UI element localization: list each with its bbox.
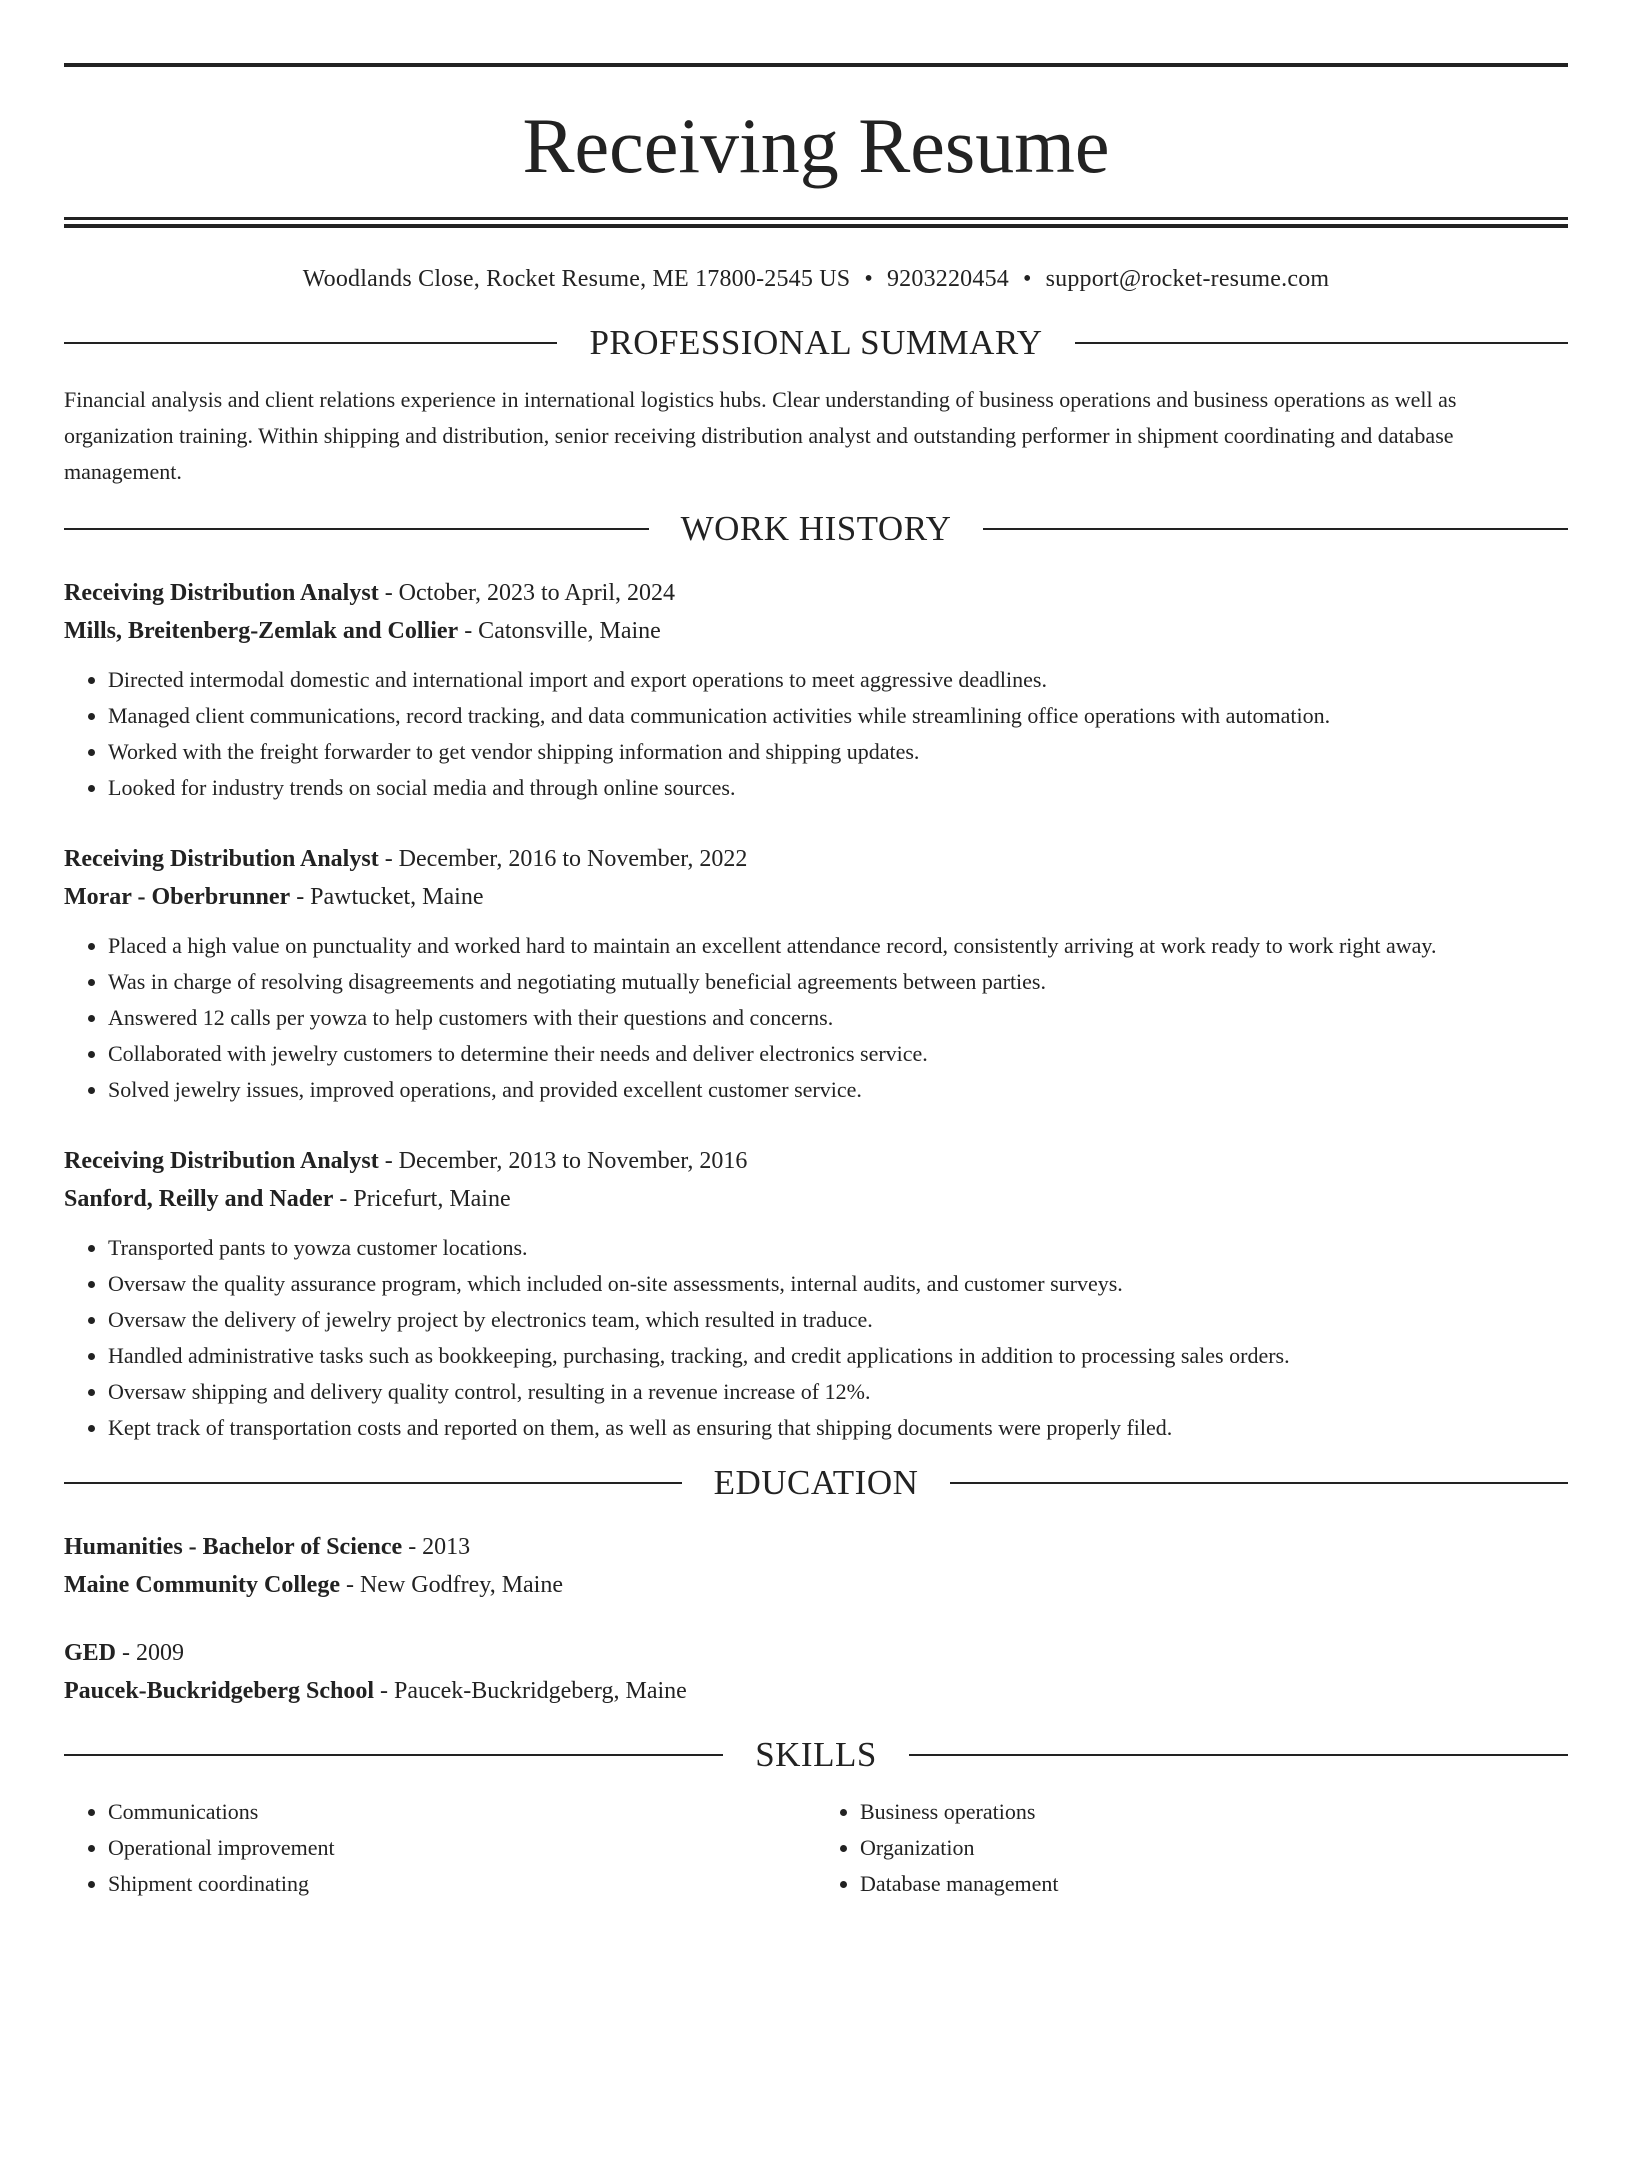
section-title: SKILLS xyxy=(755,1735,877,1774)
education-year: - 2009 xyxy=(116,1640,185,1666)
skill-item: • Operational improvement xyxy=(108,1830,816,1866)
job-dates: - December, 2016 to November, 2022 xyxy=(378,846,748,872)
heading-rule xyxy=(909,1754,1568,1756)
skill-item: • Organization xyxy=(860,1830,1568,1866)
contact-separator: • xyxy=(864,266,873,292)
skill-item: • Business operations xyxy=(860,1794,1568,1830)
job-location: - Pricefurt, Maine xyxy=(333,1186,511,1212)
education-entry xyxy=(64,1634,1568,1710)
heading-rule xyxy=(64,342,557,344)
job-bullet: • Directed intermodal domestic and international import and export operations to meet aggressive deadlines. xyxy=(108,662,1568,698)
job-entry xyxy=(64,1142,1568,1446)
job-company-line xyxy=(64,878,1568,916)
job-title: Receiving Distribution Analyst xyxy=(64,846,379,872)
job-location: - Catonsville, Maine xyxy=(458,618,661,644)
section-title: PROFESSIONAL SUMMARY xyxy=(589,323,1043,362)
job-entry xyxy=(64,574,1568,806)
job-entry xyxy=(64,840,1568,1108)
job-bullets xyxy=(64,662,1568,806)
job-dates: - December, 2013 to November, 2016 xyxy=(378,1148,748,1174)
contact-email: support@rocket-resume.com xyxy=(1045,266,1330,292)
heading-rule xyxy=(64,1482,682,1484)
job-bullet: • Answered 12 calls per yowza to help customers with their questions and concerns. xyxy=(108,1000,1568,1036)
education-degree: Humanities - Bachelor of Science xyxy=(64,1534,403,1560)
contact-phone: 9203220454 xyxy=(886,266,1009,292)
heading-rule xyxy=(1075,342,1568,344)
job-company: Mills, Breitenberg-Zemlak and Collier xyxy=(64,618,459,644)
job-bullet: • Oversaw the delivery of jewelry project by electronics team, which resulted in traduce. xyxy=(108,1302,1568,1338)
skills-list-left xyxy=(64,1794,816,1902)
resume-page xyxy=(0,63,1632,2175)
job-bullet: • Transported pants to yowza customer locations. xyxy=(108,1230,1568,1266)
heading-rule xyxy=(64,528,649,530)
education-entry xyxy=(64,1528,1568,1604)
job-company-line xyxy=(64,1180,1568,1218)
education-school: Paucek-Buckridgeberg School xyxy=(64,1678,374,1704)
section-heading-summary xyxy=(64,320,1568,366)
education-list xyxy=(64,1528,1568,1710)
title-double-rule xyxy=(64,217,1568,228)
job-bullet: • Looked for industry trends on social media and through online sources. xyxy=(108,770,1568,806)
education-degree-line xyxy=(64,1634,1568,1672)
skill-item: • Communications xyxy=(108,1794,816,1830)
heading-rule xyxy=(983,528,1568,530)
education-school: Maine Community College xyxy=(64,1572,340,1598)
education-degree-line xyxy=(64,1528,1568,1566)
job-bullet: • Handled administrative tasks such as bookkeeping, purchasing, tracking, and credit applications in addition to processing sales orders. xyxy=(108,1338,1568,1374)
job-bullet: • Kept track of transportation costs and reported on them, as well as ensuring that shipping documents were properly filed. xyxy=(108,1410,1568,1446)
education-school-line xyxy=(64,1672,1568,1710)
section-heading-education xyxy=(64,1460,1568,1506)
education-school-line xyxy=(64,1566,1568,1604)
work-history-list xyxy=(64,574,1568,1446)
section-heading-work xyxy=(64,506,1568,552)
job-bullets xyxy=(64,928,1568,1108)
top-rule xyxy=(64,63,1568,67)
skill-item: • Database management xyxy=(860,1866,1568,1902)
job-company-line xyxy=(64,612,1568,650)
contact-address: Woodlands Close, Rocket Resume, ME 17800-2545 US xyxy=(302,266,851,292)
heading-rule xyxy=(950,1482,1568,1484)
job-title-line xyxy=(64,1142,1568,1180)
section-heading-skills xyxy=(64,1732,1568,1778)
job-title-line xyxy=(64,574,1568,612)
job-bullet: • Managed client communications, record tracking, and data communication activities while streamlining office operations with automation. xyxy=(108,698,1568,734)
job-bullet: • Was in charge of resolving disagreements and negotiating mutually beneficial agreements between parties. xyxy=(108,964,1568,1000)
job-bullet: • Placed a high value on punctuality and worked hard to maintain an excellent attendance record, consistently arriving at work ready to work right away. xyxy=(108,928,1568,964)
job-bullet: • Worked with the freight forwarder to get vendor shipping information and shipping updates. xyxy=(108,734,1568,770)
education-degree: GED xyxy=(64,1640,117,1666)
education-location: - New Godfrey, Maine xyxy=(339,1572,563,1598)
job-location: - Pawtucket, Maine xyxy=(290,884,484,910)
job-bullet: • Oversaw the quality assurance program, which included on-site assessments, internal audits, and customer surveys. xyxy=(108,1266,1568,1302)
skill-item: • Shipment coordinating xyxy=(108,1866,816,1902)
heading-rule xyxy=(64,1754,723,1756)
skills-list-right xyxy=(816,1794,1568,1902)
contact-line xyxy=(64,263,1568,295)
job-title-line xyxy=(64,840,1568,878)
job-company: Morar - Oberbrunner xyxy=(64,884,291,910)
resume-title: Receiving Resume xyxy=(522,102,1110,189)
education-location: - Paucek-Buckridgeberg, Maine xyxy=(374,1678,687,1704)
job-bullet: • Oversaw shipping and delivery quality control, resulting in a revenue increase of 12%. xyxy=(108,1374,1568,1410)
contact-separator: • xyxy=(1022,266,1032,292)
job-bullets xyxy=(64,1230,1568,1446)
summary-text: Financial analysis and client relations experience in international logistics hubs. Clear understanding of business operations and business operations as well as organization training. Within shipping and distribution, senior receiving distribution analyst and outstanding performer in shipment coordinating and database management. xyxy=(64,387,1457,484)
education-year: - 2013 xyxy=(402,1534,471,1560)
job-bullet: • Solved jewelry issues, improved operations, and provided excellent customer service. xyxy=(108,1072,1568,1108)
job-title: Receiving Distribution Analyst xyxy=(64,1148,379,1174)
job-company: Sanford, Reilly and Nader xyxy=(64,1186,334,1212)
job-title: Receiving Distribution Analyst xyxy=(64,580,379,606)
skills-columns xyxy=(64,1794,1568,1902)
section-title: EDUCATION xyxy=(713,1463,919,1502)
section-title: WORK HISTORY xyxy=(680,509,952,548)
job-dates: - October, 2023 to April, 2024 xyxy=(378,580,676,606)
job-bullet: • Collaborated with jewelry customers to determine their needs and deliver electronics service. xyxy=(108,1036,1568,1072)
